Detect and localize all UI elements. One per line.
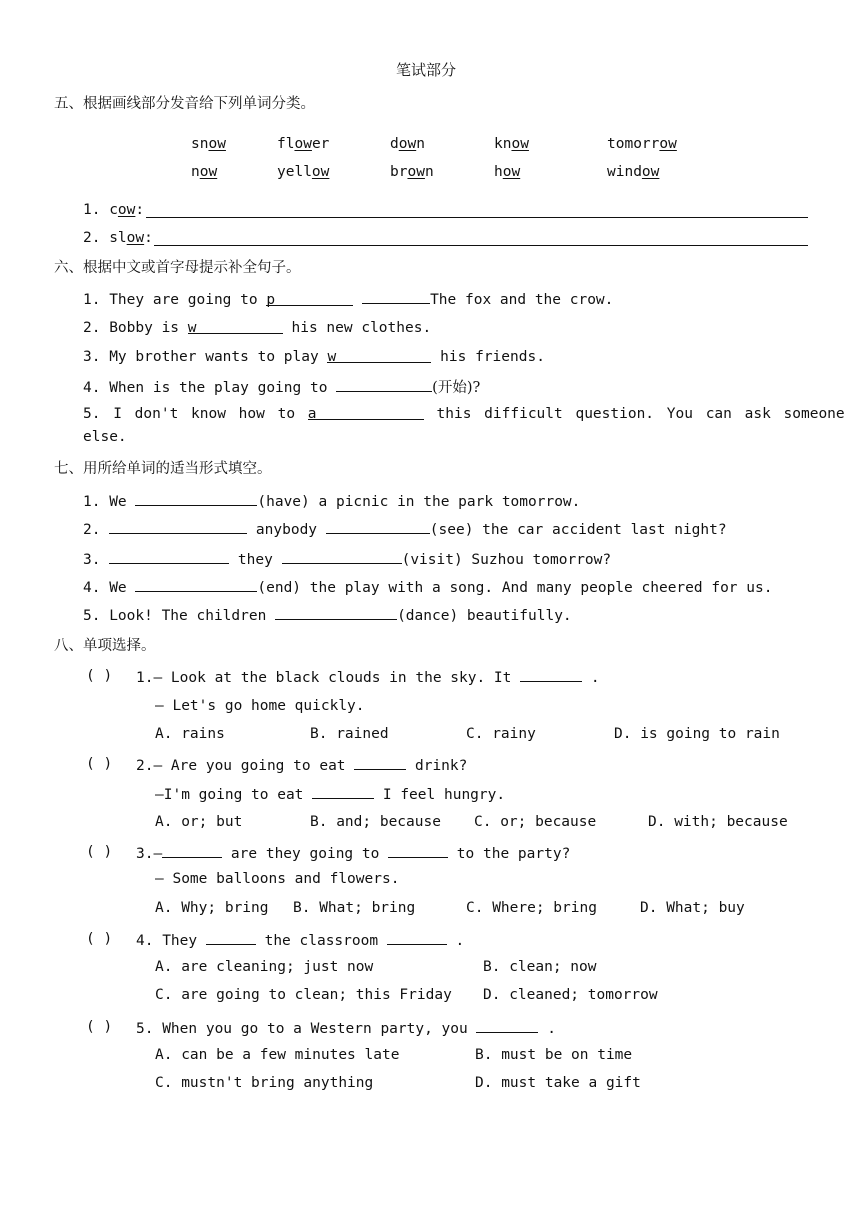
mc-q3-option-d[interactable]: D. What; buy (640, 900, 745, 916)
section-5-heading: 五、根据画线部分发音给下列单词分类。 (54, 96, 315, 112)
mc-q4-option-d[interactable]: D. cleaned; tomorrow (483, 987, 658, 1003)
mc-question-4-stem: 4. They the classroom . (136, 929, 464, 951)
mc-q5-option-d[interactable]: D. must take a gift (475, 1075, 641, 1091)
blank[interactable]: a (308, 404, 424, 420)
blank[interactable] (520, 666, 582, 682)
word-brown: brown (390, 164, 434, 180)
blank[interactable] (109, 518, 247, 534)
mc-q1-option-a[interactable]: A. rains (155, 726, 225, 742)
mc-q2-option-a[interactable]: A. or; but (155, 814, 243, 830)
classify-slow-answer-line[interactable] (154, 245, 808, 246)
mc-q2-option-d[interactable]: D. with; because (648, 814, 788, 830)
mc-q5-option-c[interactable]: C. mustn't bring anything (155, 1075, 374, 1091)
mc-question-3-stem: 3.— are they going to to the party? (136, 842, 570, 864)
blank[interactable] (135, 490, 257, 506)
mc-question-1-stem: 1.— Look at the black clouds in the sky. It . (136, 666, 600, 688)
blank[interactable] (362, 288, 430, 304)
blank[interactable]: w (327, 347, 431, 363)
s6-question-2: 2. Bobby is w his new clothes. (83, 320, 432, 336)
mc-q3-option-c[interactable]: C. Where; bring (466, 900, 597, 916)
classify-cow-label: 1. cow: (83, 202, 145, 218)
answer-paren-5[interactable]: ( ) (86, 1019, 113, 1035)
blank[interactable] (336, 376, 432, 392)
s7-question-2: 2. anybody (see) the car accident last night? (83, 518, 727, 540)
blank[interactable] (206, 929, 256, 945)
blank[interactable]: p (266, 290, 353, 306)
s7-question-5: 5. Look! The children (dance) beautifully. (83, 604, 572, 626)
s6-question-1: 1. They are going to p The fox and the crow. (83, 288, 613, 310)
mc-question-1-line2: — Let's go home quickly. (155, 698, 365, 714)
answer-paren-3[interactable]: ( ) (86, 844, 113, 860)
section-6-heading: 六、根据中文或首字母提示补全句子。 (54, 260, 301, 276)
mc-q5-option-b[interactable]: B. must be on time (475, 1047, 633, 1063)
classify-slow-label: 2. slow: (83, 230, 153, 246)
s6-question-5: 5. I don't know how to a this difficult question. You can ask someone (83, 406, 845, 422)
mc-question-3-line2: — Some balloons and flowers. (155, 871, 400, 887)
mc-q2-option-c[interactable]: C. or; because (474, 814, 597, 830)
s7-question-1: 1. We (have) a picnic in the park tomorrow. (83, 490, 580, 512)
mc-q5-option-a[interactable]: A. can be a few minutes late (155, 1047, 400, 1063)
answer-paren-4[interactable]: ( ) (86, 931, 113, 947)
classify-cow-answer-line[interactable] (146, 217, 808, 218)
answer-paren-2[interactable]: ( ) (86, 756, 113, 772)
mc-question-5-stem: 5. When you go to a Western party, you . (136, 1017, 556, 1039)
page-title: 笔试部分 (396, 61, 457, 79)
blank[interactable] (109, 548, 229, 564)
mc-q3-option-a[interactable]: A. Why; bring (155, 900, 269, 916)
word-snow: snow (191, 136, 226, 152)
s7-question-4: 4. We (end) the play with a song. And many people cheered for us. (83, 576, 772, 598)
s6-question-4: 4. When is the play going to (开始)? (83, 376, 480, 398)
blank[interactable] (275, 604, 397, 620)
word-flower: flower (277, 136, 330, 152)
blank[interactable] (162, 842, 222, 858)
mc-question-2-stem: 2.— Are you going to eat drink? (136, 754, 467, 776)
section-7-heading: 七、用所给单词的适当形式填空。 (54, 461, 272, 477)
mc-q4-option-b[interactable]: B. clean; now (483, 959, 597, 975)
s7-question-3: 3. they (visit) Suzhou tomorrow? (83, 548, 611, 570)
answer-paren-1[interactable]: ( ) (86, 668, 113, 684)
mc-q4-option-c[interactable]: C. are going to clean; this Friday (155, 987, 452, 1003)
blank[interactable] (387, 929, 447, 945)
section-8-heading: 八、单项选择。 (54, 638, 156, 654)
mc-q2-option-b[interactable]: B. and; because (310, 814, 441, 830)
word-how: how (494, 164, 521, 180)
s6-question-3: 3. My brother wants to play w his friends. (83, 349, 545, 365)
word-down: down (390, 136, 425, 152)
blank[interactable] (354, 754, 406, 770)
mc-q1-option-c[interactable]: C. rainy (466, 726, 536, 742)
blank[interactable] (476, 1017, 538, 1033)
blank[interactable] (388, 842, 448, 858)
mc-q1-option-d[interactable]: D. is going to rain (614, 726, 780, 742)
mc-q1-option-b[interactable]: B. rained (310, 726, 389, 742)
blank[interactable] (282, 548, 402, 564)
word-window: window (607, 164, 660, 180)
word-tomorrow: tomorrow (607, 136, 677, 152)
word-now: now (191, 164, 218, 180)
word-yellow: yellow (277, 164, 330, 180)
blank[interactable] (135, 576, 257, 592)
mc-question-2-line2: —I'm going to eat I feel hungry. (155, 783, 505, 805)
word-know: know (494, 136, 529, 152)
blank[interactable]: w (188, 318, 283, 334)
s6-question-5-cont: else. (83, 429, 127, 445)
mc-q3-option-b[interactable]: B. What; bring (293, 900, 416, 916)
blank[interactable] (312, 783, 374, 799)
blank[interactable] (326, 518, 430, 534)
mc-q4-option-a[interactable]: A. are cleaning; just now (155, 959, 374, 975)
